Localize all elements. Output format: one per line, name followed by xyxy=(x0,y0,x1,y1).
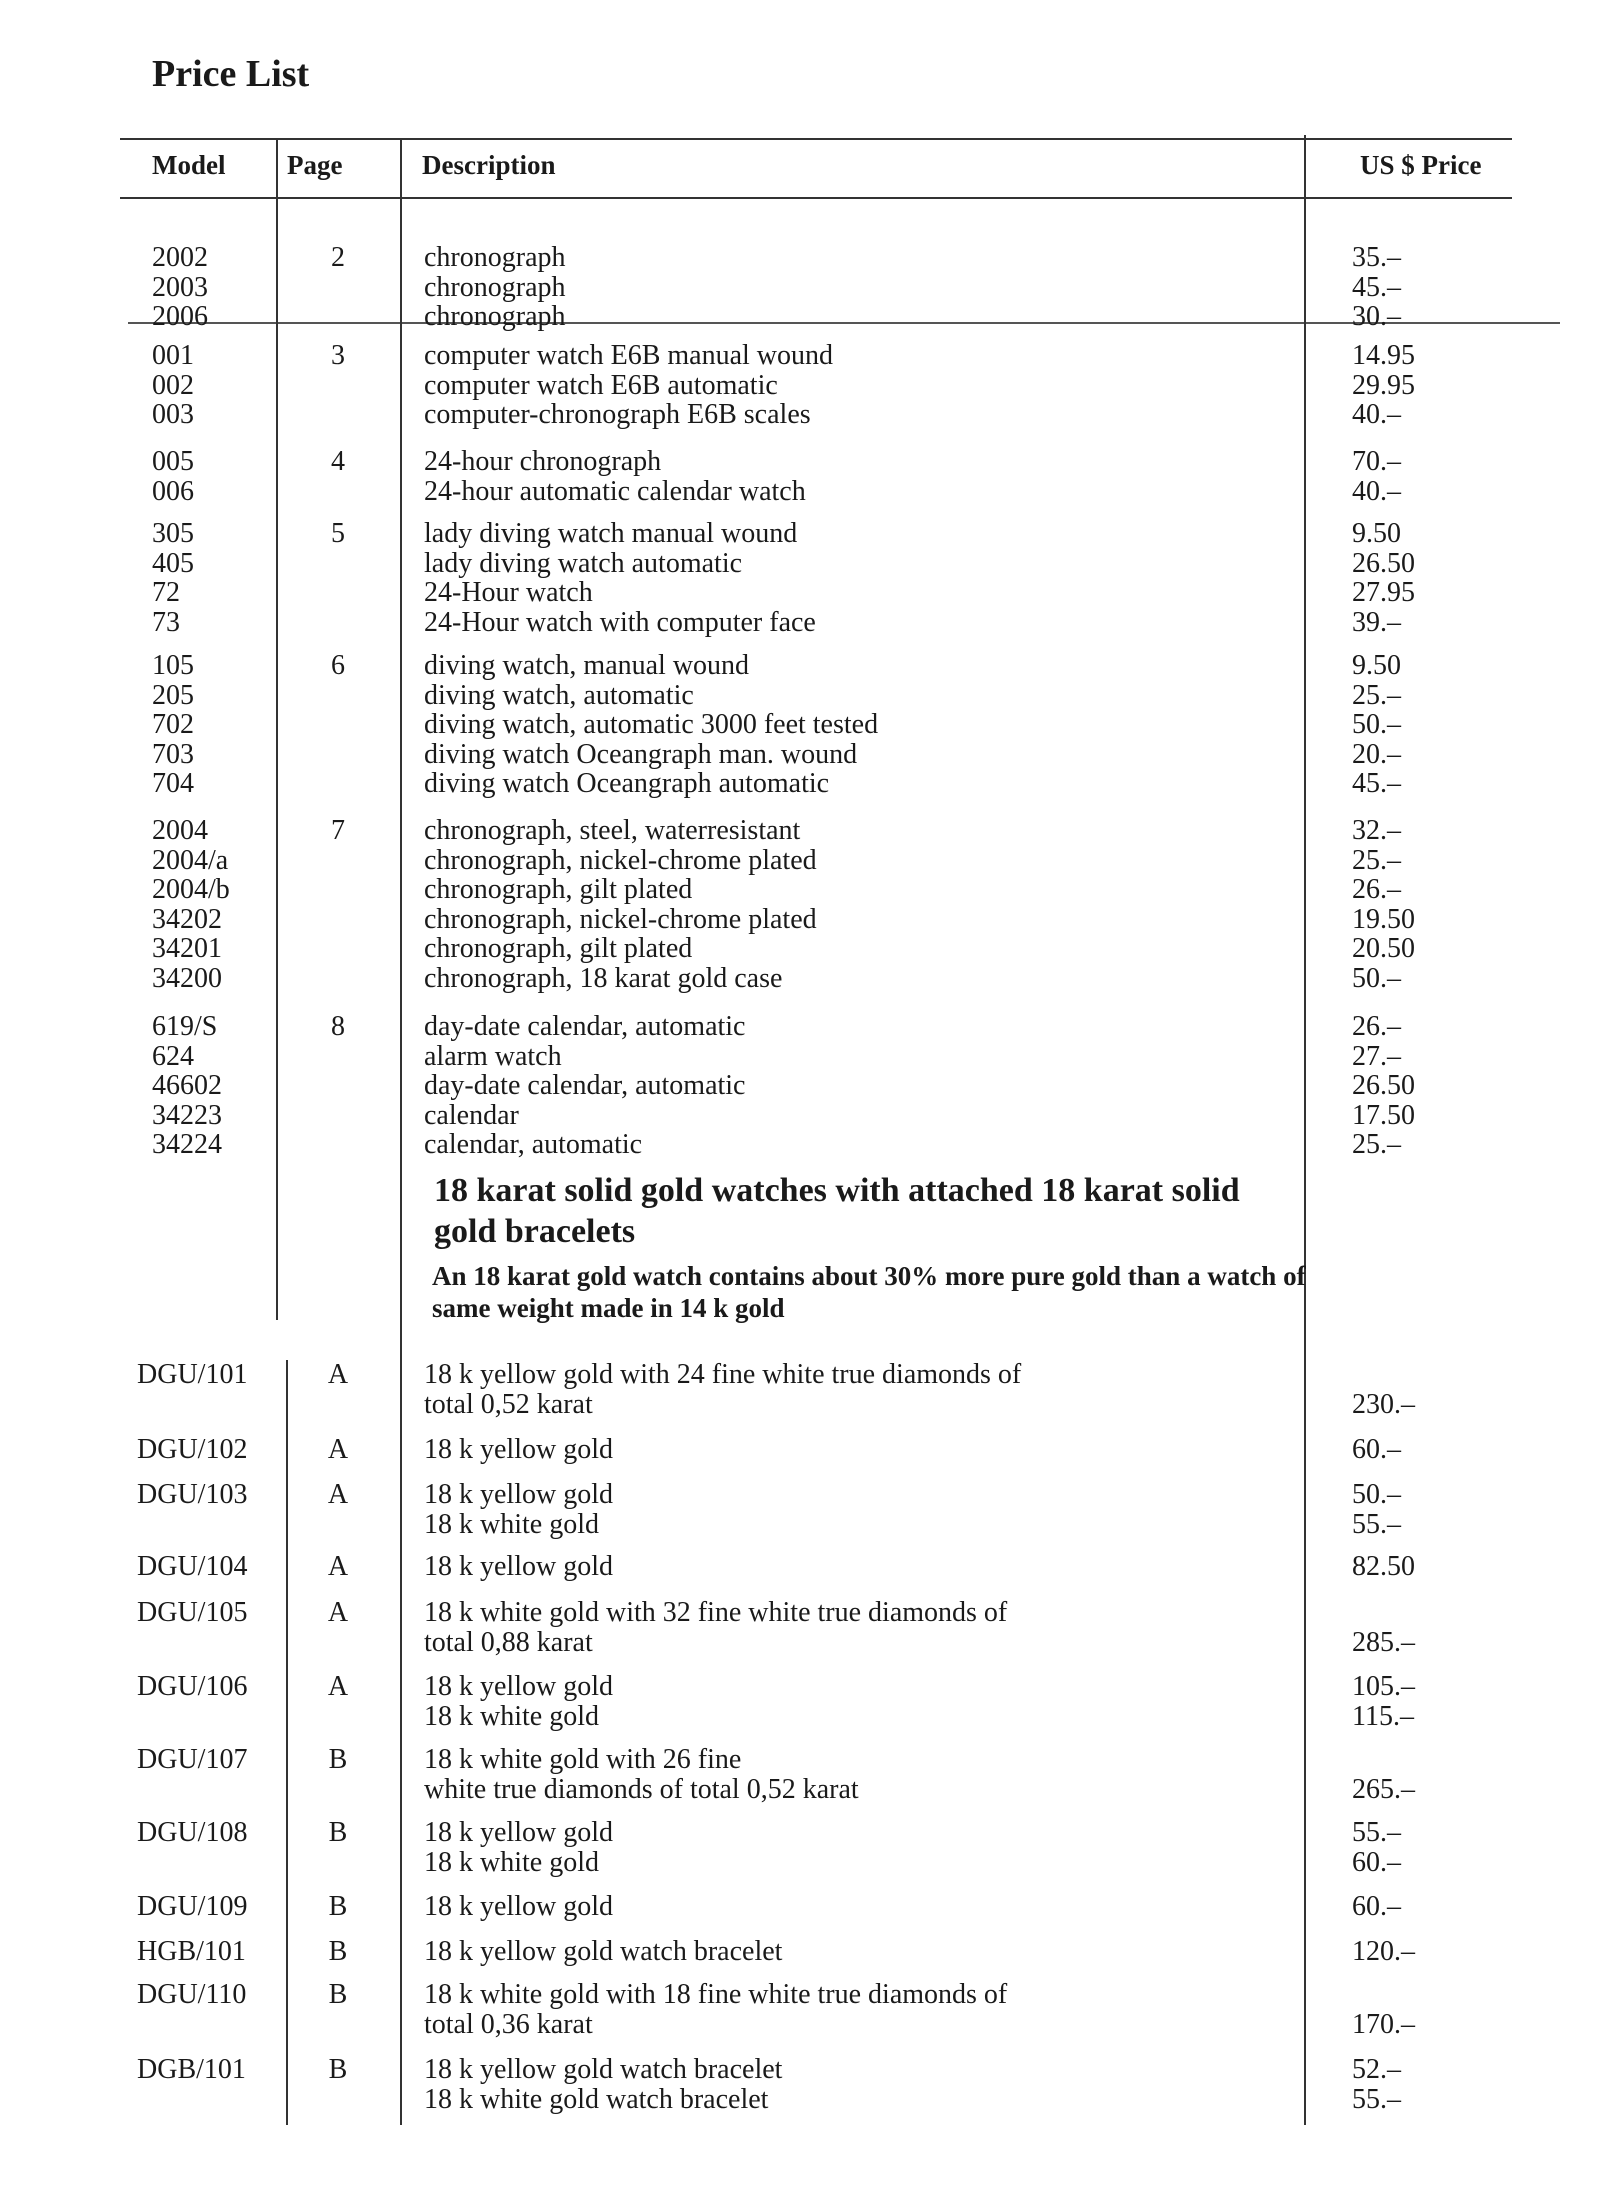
description-column xyxy=(424,816,817,993)
page-column xyxy=(320,1980,356,2010)
page-column xyxy=(320,1012,356,1042)
model-column xyxy=(152,1012,222,1160)
item-price: 17.50 xyxy=(1352,1099,1415,1131)
item-price: 285.– xyxy=(1352,1626,1415,1658)
price-column xyxy=(1352,1818,1401,1877)
item-description: diving watch, manual wound xyxy=(424,650,750,681)
price-column xyxy=(1352,1745,1415,1804)
item-description: chronograph, gilt plated xyxy=(424,933,693,964)
page-reference: B xyxy=(328,2054,348,2085)
item-price: 60.– xyxy=(1352,1434,1401,1465)
description-column xyxy=(424,243,566,332)
price-column xyxy=(1352,1012,1415,1160)
item-price: 40.– xyxy=(1352,399,1401,430)
page-column xyxy=(320,1937,356,1967)
item-description: day-date calendar, automatic xyxy=(424,1011,746,1042)
page-reference: B xyxy=(328,1936,348,1967)
model-number: 72 xyxy=(152,577,180,608)
price-column xyxy=(1352,1937,1415,1967)
page-column xyxy=(320,1818,356,1848)
item-description: chronograph, nickel-chrome plated xyxy=(424,844,817,876)
item-price: 25.– xyxy=(1352,844,1401,876)
page-reference: 6 xyxy=(331,650,345,681)
model-number: 005 xyxy=(152,446,194,477)
page-column xyxy=(320,1480,356,1510)
price-column xyxy=(1352,1360,1415,1419)
item-description: 24-Hour watch with computer face xyxy=(424,606,816,638)
model-column xyxy=(137,1892,247,1922)
item-price: 82.50 xyxy=(1352,1551,1415,1582)
item-description: lady diving watch automatic xyxy=(424,547,743,579)
model-number: 2004/b xyxy=(152,874,230,905)
page-column xyxy=(320,1598,356,1628)
item-price: 25.– xyxy=(1352,679,1401,711)
item-description: white true diamonds of total 0,52 karat xyxy=(424,1773,859,1805)
model-number: 105 xyxy=(152,650,194,681)
page-title: Price List xyxy=(152,53,310,95)
page-reference: 3 xyxy=(331,340,345,371)
description-column xyxy=(424,1360,1021,1419)
description-column xyxy=(424,447,806,506)
item-price: 52.– xyxy=(1352,2054,1401,2085)
description-column xyxy=(424,1552,613,1582)
item-price: 25.– xyxy=(1352,1129,1401,1160)
item-price: 35.– xyxy=(1352,242,1401,273)
model-number: 34200 xyxy=(152,962,222,994)
model-number: 2002 xyxy=(152,242,208,273)
page-column xyxy=(320,447,356,477)
column-divider-model xyxy=(276,140,278,1320)
model-number: DGU/103 xyxy=(137,1479,248,1510)
model-number: DGU/107 xyxy=(137,1744,248,1775)
item-price: 14.95 xyxy=(1352,340,1415,371)
description-column xyxy=(424,1937,782,1967)
page-column xyxy=(320,1435,356,1465)
item-description: 24-hour automatic calendar watch xyxy=(424,475,806,507)
page-reference: A xyxy=(327,1434,349,1465)
page-reference: 8 xyxy=(331,1011,345,1042)
item-description: chronograph xyxy=(424,242,566,273)
model-number: DGU/110 xyxy=(137,1979,247,2010)
model-column xyxy=(137,1818,247,1848)
description-column xyxy=(424,651,878,799)
page-reference: A xyxy=(327,1479,349,1510)
description-column xyxy=(424,2055,782,2114)
item-description: 18 k yellow gold with 24 fine white true diamonds of xyxy=(424,1359,1022,1390)
item-price: 39.– xyxy=(1352,606,1401,638)
model-number: DGU/104 xyxy=(137,1551,248,1582)
item-price: 27.95 xyxy=(1352,577,1415,608)
model-column xyxy=(137,1552,247,1582)
price-column xyxy=(1352,651,1401,799)
model-column xyxy=(152,243,208,332)
column-divider-price xyxy=(1304,135,1306,2125)
price-column xyxy=(1352,816,1415,993)
model-number: DGU/101 xyxy=(137,1359,248,1390)
page-reference: A xyxy=(327,1359,349,1390)
page-reference: B xyxy=(328,1817,348,1848)
item-description: 18 k yellow gold xyxy=(424,1817,613,1848)
column-divider-model-lower xyxy=(286,1360,288,2125)
description-column xyxy=(424,1980,1007,2039)
item-price: 70.– xyxy=(1352,446,1401,477)
model-number: DGU/106 xyxy=(137,1671,248,1702)
column-header-price: US $ Price xyxy=(1360,150,1482,180)
item-price: 26.– xyxy=(1352,1011,1401,1042)
model-number: 624 xyxy=(152,1040,194,1072)
item-price: 55.– xyxy=(1352,2083,1401,2115)
item-price: 60.– xyxy=(1352,1846,1401,1878)
item-price: 50.– xyxy=(1352,962,1401,994)
price-column xyxy=(1352,1552,1415,1582)
item-description: total 0,88 karat xyxy=(424,1626,593,1658)
description-column xyxy=(424,1818,613,1877)
model-number: 405 xyxy=(152,547,194,579)
item-description: 18 k white gold watch bracelet xyxy=(424,2083,769,2115)
item-description: diving watch Oceangraph man. wound xyxy=(424,738,858,770)
model-number: DGU/102 xyxy=(137,1434,248,1465)
item-description: computer watch E6B manual wound xyxy=(424,340,834,371)
item-price: 26.– xyxy=(1352,874,1401,905)
model-column xyxy=(137,2055,246,2085)
model-number: DGU/108 xyxy=(137,1817,248,1848)
model-number: DGB/101 xyxy=(137,2054,246,2085)
model-column xyxy=(137,1360,247,1390)
price-column xyxy=(1352,447,1401,506)
item-price: 40.– xyxy=(1352,475,1401,507)
page-reference: 5 xyxy=(331,518,345,549)
model-number: 006 xyxy=(152,475,194,507)
item-description: chronograph, nickel-chrome plated xyxy=(424,903,817,935)
item-price: 60.– xyxy=(1352,1891,1401,1922)
model-number: 305 xyxy=(152,518,194,549)
column-header-page: Page xyxy=(287,150,343,180)
item-price: 120.– xyxy=(1352,1936,1415,1967)
model-column xyxy=(137,1672,247,1702)
item-description: alarm watch xyxy=(424,1040,562,1072)
model-column xyxy=(137,1745,247,1775)
item-price: 26.50 xyxy=(1352,1070,1415,1101)
model-number: 704 xyxy=(152,768,194,799)
item-description: computer-chronograph E6B scales xyxy=(424,399,811,430)
item-description: 18 k white gold xyxy=(424,1508,599,1540)
item-price xyxy=(1352,1980,1415,2010)
page-column xyxy=(320,1672,356,1702)
price-column xyxy=(1352,341,1415,430)
item-price: 45.– xyxy=(1352,768,1401,799)
price-column xyxy=(1352,1598,1415,1657)
model-number: 34202 xyxy=(152,903,222,935)
page-column xyxy=(320,651,356,681)
description-column xyxy=(424,519,816,637)
struck-rule xyxy=(128,322,1560,324)
model-column xyxy=(152,519,194,637)
description-column xyxy=(424,1435,613,1465)
item-description: diving watch Oceangraph automatic xyxy=(424,768,830,799)
model-column xyxy=(152,341,194,430)
item-description: 18 k yellow gold watch bracelet xyxy=(424,1936,783,1967)
model-column xyxy=(152,651,194,799)
item-price: 20.– xyxy=(1352,738,1401,770)
page-reference: A xyxy=(327,1597,349,1628)
item-description: total 0,36 karat xyxy=(424,2008,593,2040)
item-price: 19.50 xyxy=(1352,903,1415,935)
item-description: 18 k yellow gold watch bracelet xyxy=(424,2054,783,2085)
model-number: DGU/105 xyxy=(137,1597,248,1628)
model-column xyxy=(137,1480,247,1510)
item-description: calendar xyxy=(424,1099,519,1131)
model-number: 46602 xyxy=(152,1070,222,1101)
item-price: 55.– xyxy=(1352,1508,1401,1540)
column-header-description: Description xyxy=(422,150,556,180)
price-column xyxy=(1352,2055,1401,2114)
model-number: 703 xyxy=(152,738,194,770)
model-number: 205 xyxy=(152,679,194,711)
item-price: 105.– xyxy=(1352,1671,1415,1702)
price-column xyxy=(1352,1892,1401,1922)
description-column xyxy=(424,1480,613,1539)
price-column xyxy=(1352,1480,1401,1539)
item-price: 230.– xyxy=(1352,1388,1415,1420)
price-column xyxy=(1352,243,1401,332)
gold-section-heading: 18 karat solid gold watches with attached 18 karat solid gold bracelets xyxy=(434,1172,1240,1250)
page-column xyxy=(320,341,356,371)
page-column xyxy=(320,519,356,549)
item-price: 9.50 xyxy=(1352,518,1401,549)
item-description: lady diving watch manual wound xyxy=(424,518,798,549)
item-description: 18 k white gold xyxy=(424,1846,599,1878)
item-description: chronograph, gilt plated xyxy=(424,874,693,905)
model-column xyxy=(137,1937,246,1967)
description-column xyxy=(424,1598,1007,1657)
model-number: 73 xyxy=(152,606,180,638)
item-description: 18 k white gold with 32 fine white true diamonds of xyxy=(424,1597,1008,1628)
column-header-model: Model xyxy=(152,150,226,180)
description-column xyxy=(424,341,833,430)
model-number: 2004 xyxy=(152,815,208,846)
description-column xyxy=(424,1012,745,1160)
page-column xyxy=(320,1745,356,1775)
item-description: calendar, automatic xyxy=(424,1129,643,1160)
item-price: 9.50 xyxy=(1352,650,1401,681)
item-price: 29.95 xyxy=(1352,369,1415,401)
model-number: 003 xyxy=(152,399,194,430)
page-reference: B xyxy=(328,1979,348,2010)
model-column xyxy=(137,1980,246,2010)
page-reference: 4 xyxy=(331,446,345,477)
page-column xyxy=(320,243,356,273)
page-column xyxy=(320,1360,356,1390)
item-price: 50.– xyxy=(1352,1479,1401,1510)
item-description: 24-hour chronograph xyxy=(424,446,662,477)
description-column xyxy=(424,1745,859,1804)
item-price xyxy=(1352,1745,1415,1775)
item-description: day-date calendar, automatic xyxy=(424,1070,746,1101)
item-price: 32.– xyxy=(1352,815,1401,846)
item-price: 45.– xyxy=(1352,271,1401,303)
item-description: diving watch, automatic xyxy=(424,679,694,711)
item-description: 18 k yellow gold xyxy=(424,1479,613,1510)
item-description: chronograph xyxy=(424,271,566,303)
item-price: 27.– xyxy=(1352,1040,1401,1072)
model-number: HGB/101 xyxy=(137,1936,246,1967)
model-number: 2006 xyxy=(152,301,208,332)
price-column xyxy=(1352,1435,1401,1465)
item-description: 18 k white gold xyxy=(424,1700,599,1732)
item-price: 26.50 xyxy=(1352,547,1415,579)
item-description: 24-Hour watch xyxy=(424,577,593,608)
gold-section-note: An 18 karat gold watch contains about 30% more pure gold than a watch of same weight made in 14 k gold xyxy=(432,1261,1306,1323)
item-price xyxy=(1352,1360,1415,1390)
item-description: computer watch E6B automatic xyxy=(424,369,778,401)
item-price: 170.– xyxy=(1352,2008,1415,2040)
item-description: diving watch, automatic 3000 feet tested xyxy=(424,709,879,740)
model-number: 619/S xyxy=(152,1011,218,1042)
item-description: chronograph xyxy=(424,301,566,332)
model-number: 34201 xyxy=(152,933,222,964)
item-description: 18 k yellow gold xyxy=(424,1434,613,1465)
model-number: 34223 xyxy=(152,1099,222,1131)
item-description: 18 k white gold with 18 fine white true diamonds of xyxy=(424,1979,1008,2010)
model-number: 001 xyxy=(152,340,194,371)
description-column xyxy=(424,1892,613,1922)
item-price: 115.– xyxy=(1352,1700,1414,1732)
model-number: 702 xyxy=(152,709,194,740)
column-divider-page xyxy=(400,140,402,2125)
item-price: 30.– xyxy=(1352,301,1401,332)
model-number: 34224 xyxy=(152,1129,222,1160)
item-price: 265.– xyxy=(1352,1773,1415,1805)
page-reference: B xyxy=(328,1891,348,1922)
page-column xyxy=(320,1552,356,1582)
item-description: 18 k yellow gold xyxy=(424,1551,613,1582)
model-number: DGU/109 xyxy=(137,1891,248,1922)
item-price: 50.– xyxy=(1352,709,1401,740)
model-column xyxy=(152,447,194,506)
item-description: chronograph, 18 karat gold case xyxy=(424,962,783,994)
item-price: 55.– xyxy=(1352,1817,1401,1848)
item-description: 18 k yellow gold xyxy=(424,1671,613,1702)
price-column xyxy=(1352,1672,1415,1731)
price-column xyxy=(1352,1980,1415,2039)
model-column xyxy=(152,816,230,993)
page-reference: A xyxy=(327,1671,349,1702)
model-number: 002 xyxy=(152,369,194,401)
item-price xyxy=(1352,1598,1415,1628)
page-reference: 7 xyxy=(331,815,345,846)
price-column xyxy=(1352,519,1415,637)
page-reference: B xyxy=(328,1744,348,1775)
model-number: 2004/a xyxy=(152,844,229,876)
item-description: 18 k yellow gold xyxy=(424,1891,613,1922)
page-column xyxy=(320,1892,356,1922)
model-number: 2003 xyxy=(152,271,208,303)
model-column xyxy=(137,1598,247,1628)
item-description: total 0,52 karat xyxy=(424,1388,593,1420)
page-reference: A xyxy=(327,1551,349,1582)
model-column xyxy=(137,1435,247,1465)
item-description: 18 k white gold with 26 fine xyxy=(424,1744,742,1775)
page-column xyxy=(320,2055,356,2085)
page-reference: 2 xyxy=(331,242,345,273)
description-column xyxy=(424,1672,613,1731)
item-description: chronograph, steel, waterresistant xyxy=(424,815,801,846)
page-column xyxy=(320,816,356,846)
item-price: 20.50 xyxy=(1352,933,1415,964)
